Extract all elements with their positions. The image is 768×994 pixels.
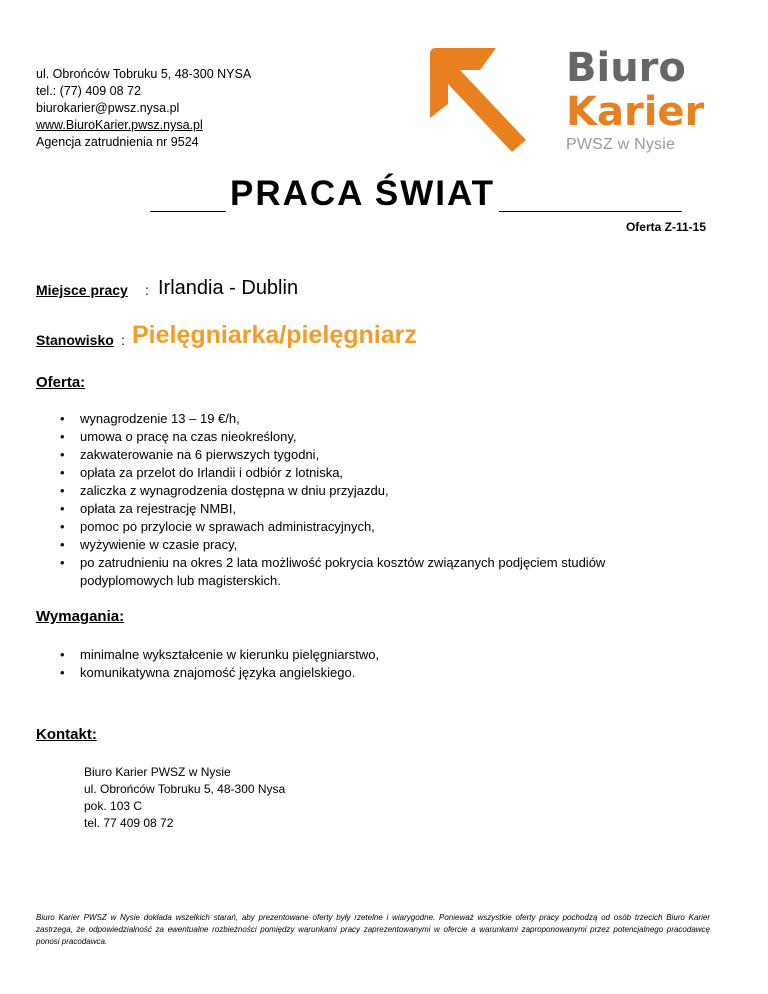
bullet-icon: •	[60, 537, 65, 552]
list-item	[60, 410, 700, 428]
requirements-heading: Wymagania:	[36, 608, 125, 625]
list-item	[60, 554, 700, 590]
list-item-text: po zatrudnieniu na okres 2 lata możliwość pokrycia kosztów związanych podjęciem studiów podyplomowych lub magisterskich.	[80, 555, 606, 588]
list-item	[60, 482, 700, 500]
bullet-icon: •	[60, 555, 65, 570]
address-website-link[interactable]: www.BiuroKarier.pwsz.nysa.pl	[36, 118, 203, 132]
list-item-text: zakwaterowanie na 6 pierwszych tygodni,	[80, 447, 320, 462]
place-label: Miejsce pracy	[36, 282, 128, 298]
list-item-text: komunikatywna znajomość języka angielskiego.	[80, 665, 356, 680]
bullet-icon: •	[60, 647, 65, 662]
bullet-icon: •	[60, 429, 65, 444]
list-item-text: wyżywienie w czasie pracy,	[80, 537, 238, 552]
logo-subtitle: PWSZ w Nysie	[566, 136, 676, 153]
bullet-icon: •	[60, 519, 65, 534]
position-value: Pielęgniarka/pielęgniarz	[132, 321, 417, 349]
contact-room: pok. 103 C	[84, 799, 143, 813]
address-phone: tel.: (77) 409 08 72	[36, 84, 141, 98]
disclaimer: Biuro Karier PWSZ w Nysie dokłada wszelkich starań, aby prezentowane oferty były rzetelne i wiarygodne. Ponieważ wszystkie oferty pracy pochodzą od osób trzecich Biuro Karier zastrzega, że odpowiedzialność za ewentualne rozbieżności pomiędzy warunkami pracy zaprezentowanymi w ofercie a warunkami zaproponowanymi przez potencjalnego pracodawcę ponosi pracodawca.	[36, 913, 710, 946]
offer-heading: Oferta:	[36, 374, 86, 391]
contact-address: ul. Obrońców Tobruku 5, 48-300 Nysa	[84, 782, 286, 796]
list-item	[60, 446, 700, 464]
list-item	[60, 664, 700, 682]
bullet-icon: •	[60, 447, 65, 462]
contact-heading: Kontakt:	[36, 726, 97, 743]
list-item	[60, 536, 700, 554]
place-separator: :	[145, 282, 149, 298]
address-agency-number: Agencja zatrudnienia nr 9524	[36, 135, 199, 149]
bullet-icon: •	[60, 465, 65, 480]
list-item	[60, 464, 700, 482]
contact-phone: tel. 77 409 08 72	[84, 816, 174, 830]
place-value: Irlandia - Dublin	[158, 277, 299, 299]
list-item	[60, 500, 700, 518]
bullet-icon: •	[60, 501, 65, 516]
list-item-text: umowa o pracę na czas nieokreślony,	[80, 429, 297, 444]
list-item	[60, 646, 700, 664]
address-email[interactable]: biurokarier@pwsz.nysa.pl	[36, 101, 180, 115]
logo-text	[566, 46, 704, 154]
bullet-icon: •	[60, 411, 65, 426]
list-item-text: opłata za przelot do Irlandii i odbiór z lotniska,	[80, 465, 344, 480]
contact-name: Biuro Karier PWSZ w Nysie	[84, 765, 231, 779]
bullet-icon: •	[60, 665, 65, 680]
position-separator: :	[121, 332, 125, 348]
list-item-text: opłata za rejestrację NMBI,	[80, 501, 237, 516]
list-item-text: wynagrodzenie 13 – 19 €/h,	[80, 411, 240, 426]
logo-biuro: Biuro	[566, 45, 686, 91]
offer-number: Oferta Z-11-15	[625, 220, 706, 234]
list-item-text: zaliczka z wynagrodzenia dostępna w dniu przyjazdu,	[80, 483, 389, 498]
list-item-text: minimalne wykształcenie w kierunku pielęgniarstwo,	[80, 647, 380, 662]
page-title: PRACA ŚWIAT	[226, 174, 499, 214]
list-item-text: pomoc po przylocie w sprawach administracyjnych,	[80, 519, 375, 534]
address-street: ul. Obrońców Tobruku 5, 48-300 NYSA	[36, 67, 252, 81]
list-item	[60, 518, 700, 536]
bullet-icon: •	[60, 483, 65, 498]
arrow-up-left-icon	[430, 48, 552, 152]
position-label: Stanowisko	[36, 332, 114, 348]
contact-block	[84, 764, 285, 832]
offer-list	[60, 410, 700, 590]
logo-karier: Karier	[566, 89, 705, 135]
requirements-list	[60, 646, 700, 682]
address-block	[36, 66, 251, 151]
list-item	[60, 428, 700, 446]
